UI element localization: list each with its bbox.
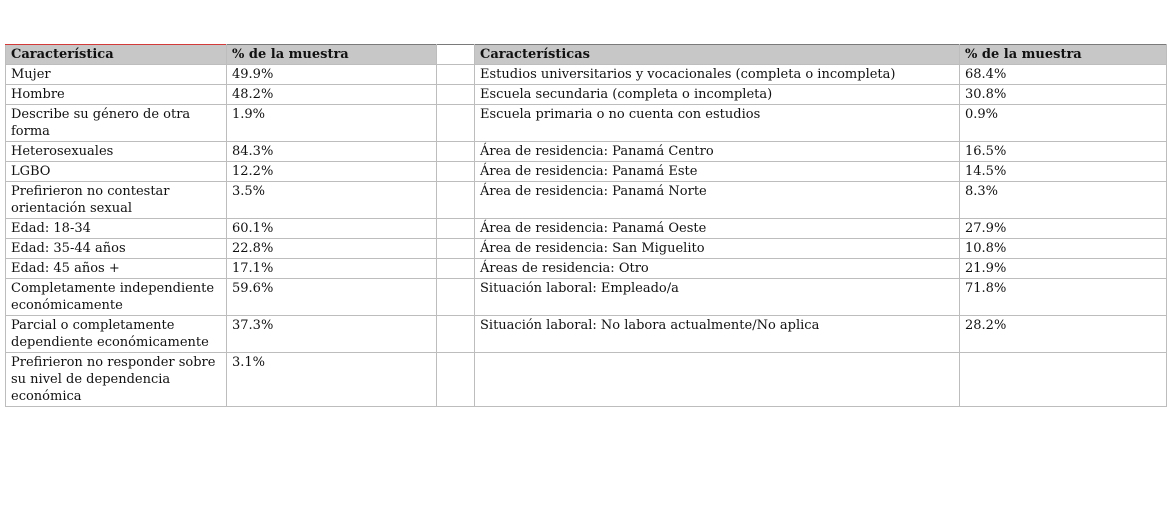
left-value-cell: 48.2% (227, 85, 437, 105)
left-value-cell: 1.9% (227, 105, 437, 142)
right-value-cell: 21.9% (960, 259, 1167, 279)
left-label-cell: Prefirieron no responder sobre su nivel de dependencia económica (6, 353, 227, 407)
right-value-cell: 30.8% (960, 85, 1167, 105)
left-label-cell: Parcial o completamente dependiente económicamente (6, 316, 227, 353)
right-value-cell: 27.9% (960, 219, 1167, 239)
spacer-cell (437, 316, 475, 353)
right-value-cell: 68.4% (960, 65, 1167, 85)
spacer-cell (437, 142, 475, 162)
right-header-percent: % de la muestra (960, 45, 1167, 65)
right-value-cell: 8.3% (960, 182, 1167, 219)
left-value-cell: 49.9% (227, 65, 437, 85)
header-row (6, 45, 1167, 65)
right-value-cell: 10.8% (960, 239, 1167, 259)
table-row (6, 105, 1167, 142)
left-label-cell: Completamente independiente económicamente (6, 279, 227, 316)
table-row (6, 353, 1167, 407)
spacer-cell (437, 279, 475, 316)
left-value-cell: 60.1% (227, 219, 437, 239)
spacer-cell (437, 219, 475, 239)
table-row (6, 259, 1167, 279)
table-row (6, 162, 1167, 182)
left-value-cell: 84.3% (227, 142, 437, 162)
right-value-cell (960, 353, 1167, 407)
left-label-cell: Heterosexuales (6, 142, 227, 162)
right-label-cell: Área de residencia: San Miguelito (475, 239, 960, 259)
left-value-cell: 59.6% (227, 279, 437, 316)
left-label-cell: Describe su género de otra forma (6, 105, 227, 142)
left-label-cell: LGBO (6, 162, 227, 182)
right-header-characteristic: Características (475, 45, 960, 65)
left-value-cell: 37.3% (227, 316, 437, 353)
right-label-cell: Áreas de residencia: Otro (475, 259, 960, 279)
spacer-cell (437, 259, 475, 279)
right-value-cell: 16.5% (960, 142, 1167, 162)
table-row (6, 142, 1167, 162)
table-row (6, 182, 1167, 219)
right-value-cell: 71.8% (960, 279, 1167, 316)
left-header-characteristic: Característica (6, 45, 227, 65)
spacer-cell (437, 239, 475, 259)
right-label-cell: Escuela primaria o no cuenta con estudios (475, 105, 960, 142)
right-label-cell: Área de residencia: Panamá Centro (475, 142, 960, 162)
spacer-cell (437, 45, 475, 65)
left-value-cell: 3.1% (227, 353, 437, 407)
left-label-cell: Hombre (6, 85, 227, 105)
right-value-cell: 0.9% (960, 105, 1167, 142)
table-row (6, 219, 1167, 239)
left-label-cell: Prefirieron no contestar orientación sexual (6, 182, 227, 219)
right-label-cell: Área de residencia: Panamá Norte (475, 182, 960, 219)
right-label-cell: Área de residencia: Panamá Oeste (475, 219, 960, 239)
right-label-cell: Situación laboral: Empleado/a (475, 279, 960, 316)
left-label-cell: Edad: 18-34 (6, 219, 227, 239)
left-value-cell: 3.5% (227, 182, 437, 219)
right-label-cell (475, 353, 960, 407)
spacer-cell (437, 182, 475, 219)
table-row (6, 279, 1167, 316)
spacer-cell (437, 162, 475, 182)
right-value-cell: 14.5% (960, 162, 1167, 182)
left-label-cell: Edad: 35-44 años (6, 239, 227, 259)
left-value-cell: 22.8% (227, 239, 437, 259)
right-value-cell: 28.2% (960, 316, 1167, 353)
left-value-cell: 12.2% (227, 162, 437, 182)
right-label-cell: Situación laboral: No labora actualmente/No aplica (475, 316, 960, 353)
table-row (6, 85, 1167, 105)
left-header-percent: % de la muestra (227, 45, 437, 65)
right-label-cell: Escuela secundaria (completa o incompleta) (475, 85, 960, 105)
left-value-cell: 17.1% (227, 259, 437, 279)
left-label-cell: Mujer (6, 65, 227, 85)
right-label-cell: Área de residencia: Panamá Este (475, 162, 960, 182)
table-row (6, 316, 1167, 353)
right-label-cell: Estudios universitarios y vocacionales (completa o incompleta) (475, 65, 960, 85)
left-label-cell: Edad: 45 años + (6, 259, 227, 279)
spacer-cell (437, 65, 475, 85)
table-row (6, 65, 1167, 85)
table-row (6, 239, 1167, 259)
spacer-cell (437, 105, 475, 142)
sample-characteristics-table (5, 44, 1167, 407)
spacer-cell (437, 353, 475, 407)
spacer-cell (437, 85, 475, 105)
